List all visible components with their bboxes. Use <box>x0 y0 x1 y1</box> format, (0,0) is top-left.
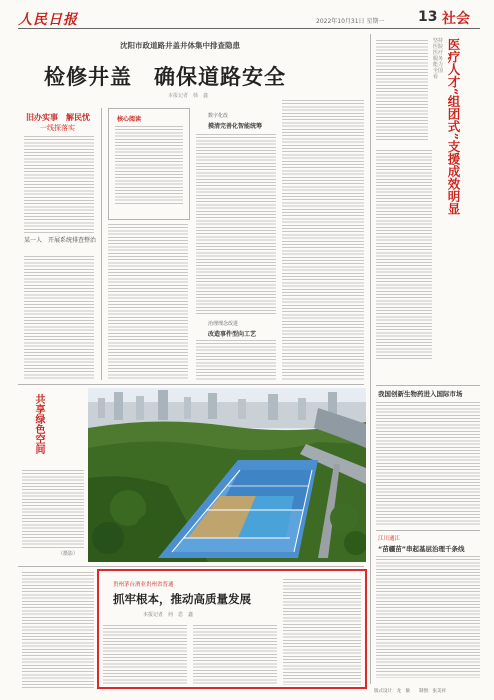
feature-body-right <box>283 579 361 685</box>
feature-body-mid <box>193 625 277 685</box>
center-body-2 <box>196 340 276 380</box>
photo-caption-body <box>22 470 84 548</box>
right-headline: 医疗人才“组团式”支援成效明显 <box>446 38 461 215</box>
right-tag-title: “苗疆苗”串起基层治理千条线 <box>378 545 465 553</box>
core-reading-text <box>115 126 183 206</box>
lead-headline: 检修井盖 确保道路安全 <box>44 64 286 89</box>
left-title-2: 一线探落实 <box>40 124 75 132</box>
featured-article-frame[interactable] <box>97 569 367 689</box>
feature-kicker: 贵州茅台酒业贵州省普通 <box>113 582 174 588</box>
lead-byline: 本报记者 韩 鑫 <box>168 93 209 99</box>
subhead-3-kicker: 治理理念改进 <box>208 321 239 327</box>
right-tag: 江川通江 <box>378 536 401 542</box>
subhead-3-title: 改造事件型向工艺 <box>208 331 257 338</box>
section-name: 社会 <box>442 11 470 27</box>
right-kicker: 坚持医院医疗服务能力全国看 <box>433 38 444 80</box>
photo-top-rule <box>18 384 364 385</box>
core-reading-title: 核心阅读 <box>117 116 142 123</box>
lead-kicker: 沈阳市政道路井盖井体集中排查隐患 <box>120 41 240 50</box>
right-intro-body <box>376 40 428 140</box>
photo-caption-author: （摄影） <box>58 551 79 557</box>
left-title-1: 旧办实事 解民忧 <box>26 112 90 122</box>
masthead <box>0 0 494 32</box>
masthead-rule <box>18 28 480 29</box>
left-body-2 <box>24 256 94 380</box>
core-reading-box <box>108 108 190 220</box>
feature-headline: 抓牢根本，推动高质量发展 <box>113 592 251 606</box>
center-left-body <box>108 224 188 380</box>
center-body-1 <box>196 134 276 314</box>
page-footer: 版式设计：龙 敏 制图：张美祥 <box>374 689 446 694</box>
photo-section-title: 共享绿色空间 <box>33 394 44 454</box>
bottom-left-rule <box>18 566 364 567</box>
right-body <box>376 150 432 360</box>
subhead-2-title: 摸清完善化智能统筹 <box>208 123 263 130</box>
right-hr <box>376 385 480 386</box>
feature-body-left <box>103 625 187 685</box>
feature-byline: 本报记者 何 思 鑫 <box>143 612 194 618</box>
subhead-2-kicker: 数字化改 <box>208 113 229 119</box>
right-body-2 <box>376 402 480 526</box>
right-body-3 <box>376 556 480 678</box>
issue-date: 2022年10月31日 星期一 <box>316 18 385 25</box>
right-hr-2 <box>376 530 480 531</box>
left-body-1 <box>24 136 94 234</box>
bottom-left-body <box>22 572 94 688</box>
center-right-body <box>282 100 364 380</box>
left-section-title: 某一人 开展系统排查整治 <box>24 237 97 244</box>
left-column-rule <box>101 108 102 380</box>
right-column-rule <box>370 34 371 684</box>
park-photo <box>88 388 366 562</box>
page-number: 13 <box>418 9 438 25</box>
newspaper-logo: 人民日报 <box>18 12 78 28</box>
right-subtitle: 我国创新生物药进入国际市场 <box>378 390 463 398</box>
